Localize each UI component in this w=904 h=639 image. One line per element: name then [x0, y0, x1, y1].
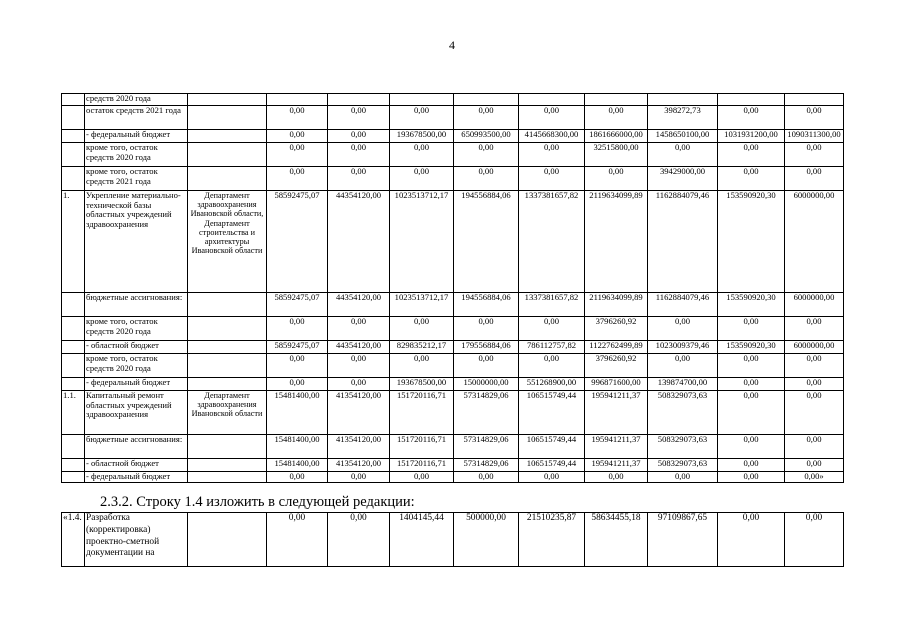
- row-value: 508329073,63: [648, 435, 718, 459]
- row-value: 0,00»: [785, 472, 844, 483]
- row-value: 0,00: [328, 143, 390, 167]
- row-value: 0,00: [785, 391, 844, 435]
- row-value: 97109867,65: [648, 513, 718, 567]
- row-value: 0,00: [267, 106, 328, 130]
- row-value: 3796260,92: [585, 317, 648, 341]
- row-value: 1122762499,89: [585, 341, 648, 354]
- row-responsible: [188, 167, 267, 191]
- row-value: 151720116,71: [390, 391, 454, 435]
- row-value: 0,00: [328, 167, 390, 191]
- row-responsible: [188, 130, 267, 143]
- row-number: [62, 341, 85, 354]
- row-value: 0,00: [390, 167, 454, 191]
- row-value: 0,00: [785, 435, 844, 459]
- row-value: 1090311300,00: [785, 130, 844, 143]
- table-row: [62, 354, 844, 378]
- row-value: 106515749,44: [519, 459, 585, 472]
- table-row: [62, 391, 844, 435]
- row-value: 0,00: [718, 378, 785, 391]
- row-value: [390, 94, 454, 106]
- table-row: [62, 513, 844, 567]
- row-value: 194556884,06: [454, 191, 519, 293]
- row-value: 0,00: [785, 167, 844, 191]
- row-value: 0,00: [390, 106, 454, 130]
- row-value: 41354120,00: [328, 459, 390, 472]
- row-responsible: [188, 143, 267, 167]
- row-value: 0,00: [648, 472, 718, 483]
- row-name: остаток средств 2021 года: [85, 106, 188, 130]
- row-name: кроме того, остаток средств 2021 года: [85, 167, 188, 191]
- row-value: 57314829,06: [454, 435, 519, 459]
- row-value: 0,00: [454, 106, 519, 130]
- row-name: бюджетные ассигнования:: [85, 435, 188, 459]
- row-value: 0,00: [785, 513, 844, 567]
- row-value: 4145668300,00: [519, 130, 585, 143]
- row-value: 153590920,30: [718, 191, 785, 293]
- row-value: 15481400,00: [267, 435, 328, 459]
- row-value: 0,00: [785, 378, 844, 391]
- row-value: 153590920,30: [718, 341, 785, 354]
- row-value: 0,00: [267, 378, 328, 391]
- row-name: Разработка (корректировка) проектно-сметной документации на: [85, 513, 188, 567]
- row-name: бюджетные ассигнования:: [85, 293, 188, 317]
- row-value: 0,00: [718, 317, 785, 341]
- row-value: 0,00: [718, 472, 785, 483]
- row-name: - областной бюджет: [85, 341, 188, 354]
- row-value: 44354120,00: [328, 341, 390, 354]
- row-value: 0,00: [718, 435, 785, 459]
- row-number: [62, 354, 85, 378]
- row-value: 0,00: [390, 317, 454, 341]
- row-number: 1.1.: [62, 391, 85, 435]
- row-number: [62, 459, 85, 472]
- row-value: 0,00: [718, 354, 785, 378]
- row-value: 1404145,44: [390, 513, 454, 567]
- row-1-4-table: [61, 512, 844, 567]
- row-value: 1337381657,82: [519, 191, 585, 293]
- row-value: 6000000,00: [785, 191, 844, 293]
- row-value: 58592475,07: [267, 293, 328, 317]
- row-value: 21510235,87: [519, 513, 585, 567]
- row-value: 151720116,71: [390, 435, 454, 459]
- row-value: 0,00: [390, 354, 454, 378]
- row-value: 0,00: [718, 106, 785, 130]
- row-value: 57314829,06: [454, 391, 519, 435]
- row-value: 2119634099,89: [585, 191, 648, 293]
- table-row: [62, 472, 844, 483]
- table-row: [62, 341, 844, 354]
- row-responsible: [188, 293, 267, 317]
- row-responsible: [188, 472, 267, 483]
- row-value: 194556884,06: [454, 293, 519, 317]
- table-row: [62, 293, 844, 317]
- row-number: [62, 378, 85, 391]
- row-number: [62, 94, 85, 106]
- row-value: 0,00: [718, 459, 785, 472]
- row-value: 0,00: [267, 354, 328, 378]
- row-value: 39429000,00: [648, 167, 718, 191]
- budget-table: [61, 93, 844, 483]
- row-number: [62, 435, 85, 459]
- row-value: 0,00: [454, 143, 519, 167]
- row-value: 41354120,00: [328, 435, 390, 459]
- row-value: 500000,00: [454, 513, 519, 567]
- row-value: 153590920,30: [718, 293, 785, 317]
- row-value: 0,00: [454, 317, 519, 341]
- row-name: средств 2020 года: [85, 94, 188, 106]
- row-number: [62, 167, 85, 191]
- row-name: - федеральный бюджет: [85, 378, 188, 391]
- table-row: [62, 459, 844, 472]
- row-value: 3796260,92: [585, 354, 648, 378]
- row-name: кроме того, остаток средств 2020 года: [85, 317, 188, 341]
- row-value: 0,00: [785, 459, 844, 472]
- row-value: 41354120,00: [328, 391, 390, 435]
- row-value: 508329073,63: [648, 459, 718, 472]
- row-responsible: [188, 354, 267, 378]
- table-row: [62, 130, 844, 143]
- row-value: 1458650100,00: [648, 130, 718, 143]
- row-value: 1861666000,00: [585, 130, 648, 143]
- row-value: 0,00: [390, 472, 454, 483]
- row-value: [267, 94, 328, 106]
- row-value: 1031931200,00: [718, 130, 785, 143]
- row-value: 0,00: [454, 354, 519, 378]
- row-responsible: [188, 378, 267, 391]
- row-responsible: [188, 459, 267, 472]
- row-value: 0,00: [390, 143, 454, 167]
- row-value: 179556884,06: [454, 341, 519, 354]
- row-value: [648, 94, 718, 106]
- row-value: 0,00: [328, 472, 390, 483]
- row-value: 58592475,07: [267, 191, 328, 293]
- row-responsible: [188, 94, 267, 106]
- table-row: [62, 143, 844, 167]
- row-value: 195941211,37: [585, 435, 648, 459]
- row-number: [62, 472, 85, 483]
- table-row: [62, 106, 844, 130]
- row-value: 0,00: [328, 513, 390, 567]
- row-value: 0,00: [648, 317, 718, 341]
- row-name: кроме того, остаток средств 2020 года: [85, 354, 188, 378]
- row-number: [62, 143, 85, 167]
- row-value: 0,00: [267, 130, 328, 143]
- row-value: 1162884079,46: [648, 293, 718, 317]
- row-value: 0,00: [585, 106, 648, 130]
- row-value: 106515749,44: [519, 391, 585, 435]
- row-value: 0,00: [328, 317, 390, 341]
- row-value: 650993500,00: [454, 130, 519, 143]
- row-number: [62, 106, 85, 130]
- row-value: 0,00: [519, 354, 585, 378]
- row-value: 44354120,00: [328, 191, 390, 293]
- row-responsible: [188, 317, 267, 341]
- row-value: 0,00: [267, 167, 328, 191]
- row-name: кроме того, остаток средств 2020 года: [85, 143, 188, 167]
- row-name: - федеральный бюджет: [85, 472, 188, 483]
- row-value: 0,00: [267, 472, 328, 483]
- row-value: 829835212,17: [390, 341, 454, 354]
- row-value: 0,00: [585, 472, 648, 483]
- row-value: 0,00: [328, 106, 390, 130]
- row-value: 44354120,00: [328, 293, 390, 317]
- row-value: 15481400,00: [267, 459, 328, 472]
- row-value: 15481400,00: [267, 391, 328, 435]
- row-value: 0,00: [718, 513, 785, 567]
- row-value: 508329073,63: [648, 391, 718, 435]
- row-value: 195941211,37: [585, 391, 648, 435]
- row-value: 0,00: [648, 143, 718, 167]
- row-value: [454, 94, 519, 106]
- row-responsible: Департамент здравоохранения Ивановской области, Департамент строительства и архитектуры Ивановской области: [188, 191, 267, 293]
- row-value: 0,00: [519, 106, 585, 130]
- row-value: 0,00: [718, 391, 785, 435]
- row-number: [62, 293, 85, 317]
- row-value: 0,00: [519, 143, 585, 167]
- table-row: [62, 378, 844, 391]
- row-value: 996871600,00: [585, 378, 648, 391]
- row-value: 6000000,00: [785, 293, 844, 317]
- row-value: 1337381657,82: [519, 293, 585, 317]
- row-name: - федеральный бюджет: [85, 130, 188, 143]
- row-value: 0,00: [718, 143, 785, 167]
- row-value: 0,00: [328, 378, 390, 391]
- row-number: 1.: [62, 191, 85, 293]
- row-value: 193678500,00: [390, 130, 454, 143]
- table-row: [62, 94, 844, 106]
- row-value: 1162884079,46: [648, 191, 718, 293]
- row-value: 2119634099,89: [585, 293, 648, 317]
- row-value: [328, 94, 390, 106]
- row-value: [585, 94, 648, 106]
- row-name: Капитальный ремонт областных учреждений здравоохранения: [85, 391, 188, 435]
- row-value: 193678500,00: [390, 378, 454, 391]
- row-value: 0,00: [328, 130, 390, 143]
- row-responsible: [188, 341, 267, 354]
- row-value: 0,00: [519, 317, 585, 341]
- row-value: 0,00: [454, 472, 519, 483]
- row-value: 0,00: [519, 167, 585, 191]
- row-number: [62, 130, 85, 143]
- row-value: 15000000,00: [454, 378, 519, 391]
- section-heading: 2.3.2. Строку 1.4 изложить в следующей редакции:: [100, 494, 415, 510]
- row-value: 57314829,06: [454, 459, 519, 472]
- row-value: 0,00: [785, 317, 844, 341]
- row-value: 551268900,00: [519, 378, 585, 391]
- row-value: 0,00: [267, 513, 328, 567]
- table-row: [62, 167, 844, 191]
- row-responsible: Департамент здравоохранения Ивановской области: [188, 391, 267, 435]
- row-value: 106515749,44: [519, 435, 585, 459]
- page-number: 4: [449, 38, 455, 52]
- row-responsible: [188, 435, 267, 459]
- row-value: 0,00: [519, 472, 585, 483]
- row-value: [785, 94, 844, 106]
- table-row: [62, 317, 844, 341]
- row-number: «1.4.: [62, 513, 85, 567]
- row-value: 0,00: [267, 143, 328, 167]
- row-value: 0,00: [585, 167, 648, 191]
- row-name: - областной бюджет: [85, 459, 188, 472]
- row-value: 139874700,00: [648, 378, 718, 391]
- row-value: 0,00: [785, 354, 844, 378]
- row-value: 195941211,37: [585, 459, 648, 472]
- row-value: 0,00: [718, 167, 785, 191]
- row-value: 32515800,00: [585, 143, 648, 167]
- row-value: 398272,73: [648, 106, 718, 130]
- row-value: 1023513712,17: [390, 293, 454, 317]
- row-value: 0,00: [328, 354, 390, 378]
- row-value: 0,00: [454, 167, 519, 191]
- row-value: 58634455,18: [585, 513, 648, 567]
- row-value: 0,00: [785, 106, 844, 130]
- row-value: 786112757,82: [519, 341, 585, 354]
- row-value: [718, 94, 785, 106]
- row-value: [519, 94, 585, 106]
- row-value: 1023009379,46: [648, 341, 718, 354]
- row-responsible: [188, 106, 267, 130]
- row-responsible: [188, 513, 267, 567]
- row-value: 1023513712,17: [390, 191, 454, 293]
- row-value: 151720116,71: [390, 459, 454, 472]
- row-number: [62, 317, 85, 341]
- table-row: [62, 435, 844, 459]
- row-value: 58592475,07: [267, 341, 328, 354]
- row-value: 0,00: [785, 143, 844, 167]
- row-name: Укрепление материально-технической базы областных учреждений здравоохранения: [85, 191, 188, 293]
- table-row: [62, 191, 844, 293]
- row-value: 6000000,00: [785, 341, 844, 354]
- row-value: 0,00: [648, 354, 718, 378]
- row-value: 0,00: [267, 317, 328, 341]
